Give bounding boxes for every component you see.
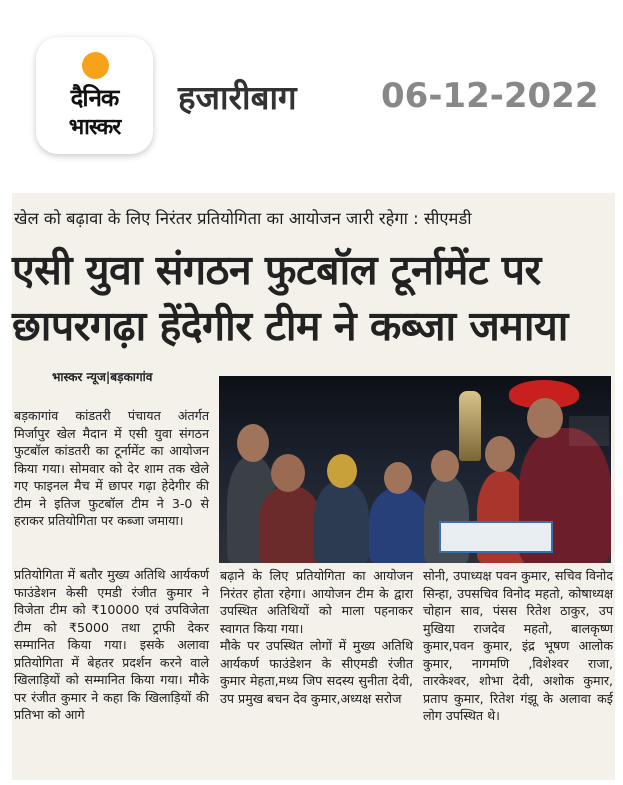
- paragraph: प्रतियोगिता में बतौर मुख्य अतिथि आर्यकर्ण फाउंडेशन केसी एमडी रंजीत कुमार ने विजेता टीम को ₹10000 एवं उपविजेता टीम को ₹5000 तथा ट्राफी देकर सम्मानित किया गया। इसके अलावा प्रतियोगिता में बेहतर प्रदर्शन करने वाले खिलाड़ियों को सम्मानित किया गया। मौके पर रंजीत कुमार ने कहा कि खिलाड़ियों की प्रतिभा को आगे: [14, 567, 209, 722]
- paragraph: बड़कागांव कांडतरी पंचायत अंतर्गत मिर्जापुर खेल मैदान में एसी युवा संगठन फुटबॉल कांडतरी का टूर्नामेंट का आयोजन किया गया। सोमवार को देर शाम तक खेले गए फाइनल मैच में छापर गढ़ा हेदेगीर की टीम ने इतिज फुटबॉल टीम ने 3-0 से हराकर प्रतियोगिता पर कब्जा जमाया।: [14, 408, 209, 528]
- article-column-2: [220, 567, 413, 707]
- byline: भास्कर न्यूज|बड़कागांव: [52, 370, 153, 384]
- paragraph: मौके पर उपस्थित लोगों में मुख्य अतिथि आर्यकर्ण फाउंडेशन के सीएमडी रंजीत कुमार मेहता,मध्य जिप सदस्य सुनीता देवी, उप प्रमुख बचन देव कुमार,अध्यक्ष सरोज: [220, 638, 413, 706]
- paragraph: सोनी, उपाध्यक्ष पवन कुमार, सचिव विनोद सिन्हा, उपसचिव विनोद महतो, कोषाध्यक्ष चोहान साव, पंसस रितेश ठाकुर, उप मुखिया राजदेव महतो, बालकृष्ण कुमार,पवन कुमार, इंद्र भूषण आलोक कुमार, नागमणि ,विशेश्वर राजा, तारकेश्वर, शोभा देवी, अशोक कुमार, प्रताप कुमार, रितेश गंझू के अलावा कई लोग उपस्थित थे।: [423, 568, 613, 723]
- dainik-bhaskar-logo: [36, 37, 153, 154]
- sun-icon: [82, 52, 109, 79]
- article-column-1-bottom: [14, 566, 209, 724]
- paragraph: बढ़ाने के लिए प्रतियोगिता का आयोजन निरंतर होता रहेगा। आयोजन टीम के द्वारा उपस्थित अतिथियों को माला पहनाकर स्वागत किया गया।: [220, 568, 413, 636]
- article-column-1-top: [14, 407, 209, 530]
- logo-text-line1: दैनिक: [70, 84, 119, 112]
- headline-line-1: एसी युवा संगठन फुटबॉल टूर्नामेंट पर: [12, 246, 541, 294]
- article-column-3: [423, 567, 613, 725]
- edition-date: 06-12-2022: [381, 76, 599, 116]
- event-photo: [219, 376, 611, 563]
- headline-line-2: छापरगढ़ा हेंदेगीर टीम ने कब्जा जमाया: [12, 302, 568, 350]
- edition-city: हजारीबाग: [178, 78, 297, 117]
- logo-text-line2: भास्कर: [68, 115, 121, 140]
- article-kicker: खेल को बढ़ावा के लिए निरंतर प्रतियोगिता का आयोजन जारी रहेगा : सीएमडी: [14, 209, 472, 228]
- winner-banner: [439, 521, 553, 553]
- trophy: [459, 391, 481, 461]
